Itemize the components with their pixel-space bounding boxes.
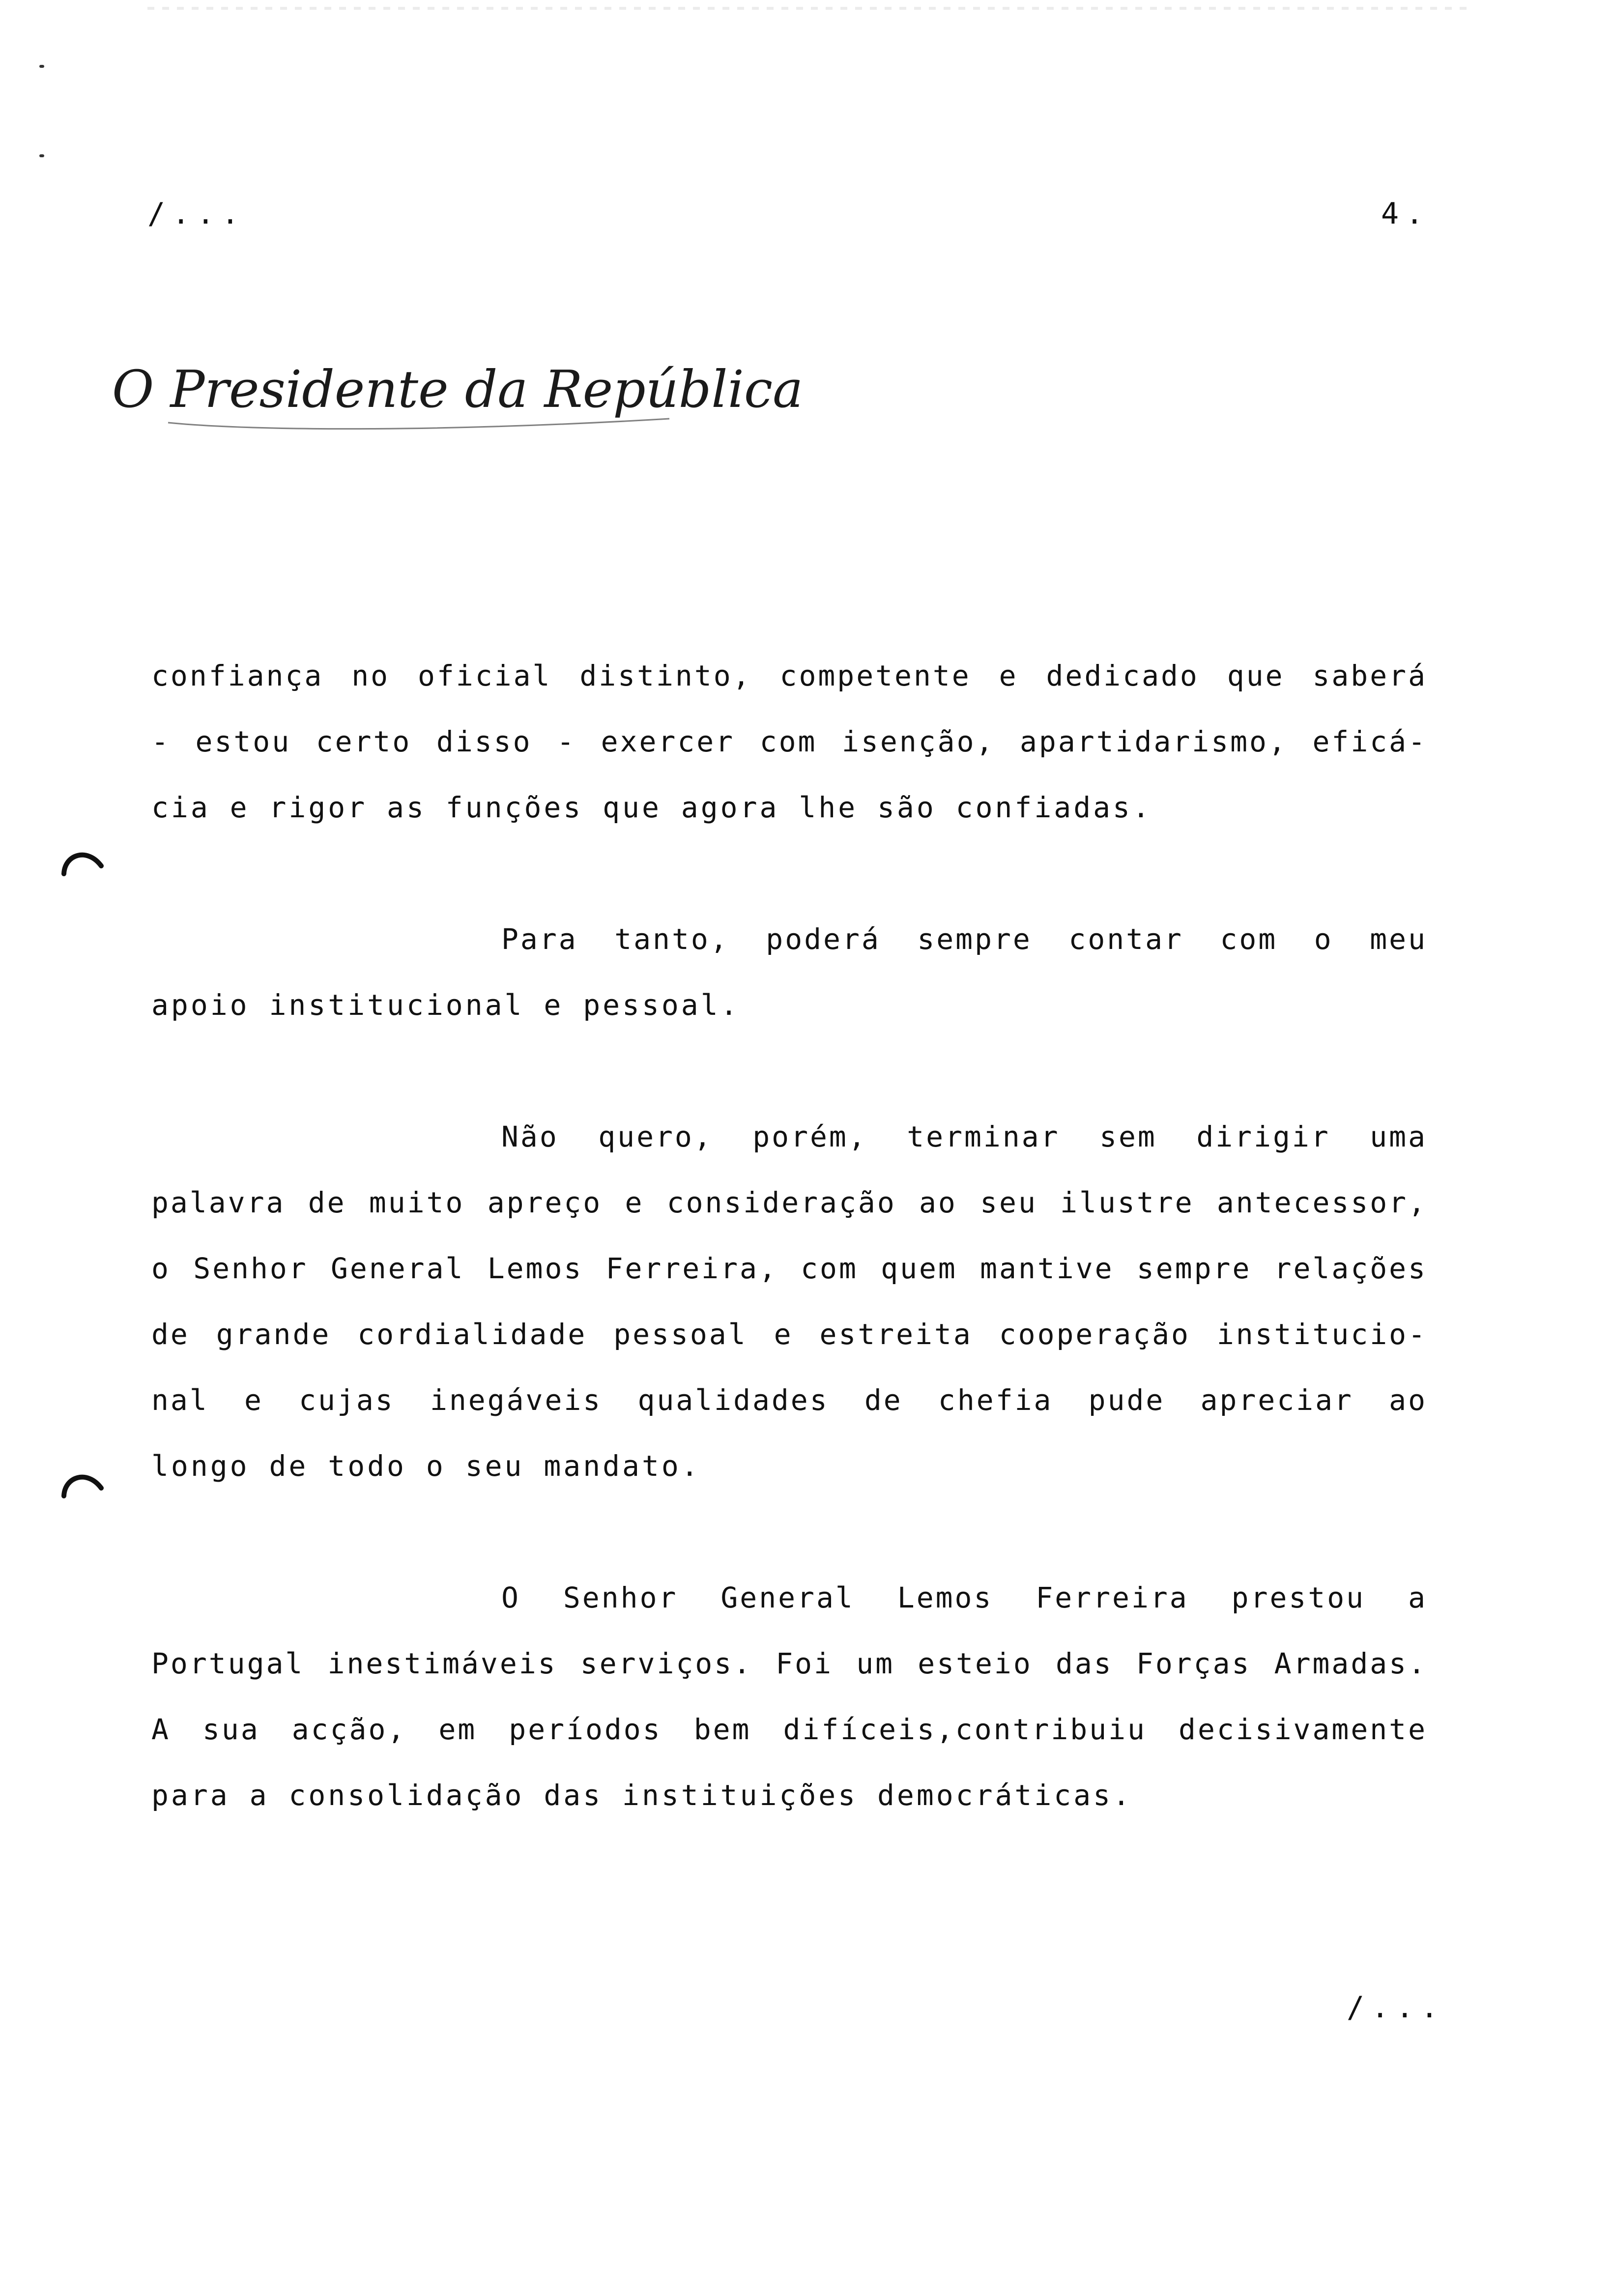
letterhead-script — [109, 349, 804, 447]
body-line: nal e cujas inegáveis qualidades de chefia pude apreciar ao — [151, 1383, 1427, 1417]
body-line: confiança no oficial distinto, competente e dedicado que saberá — [151, 659, 1427, 692]
body-line: O Senhor General Lemos Ferreira prestou a — [501, 1581, 1427, 1614]
body-line: de grande cordialidade pessoal e estreita cooperação institucio- — [151, 1318, 1427, 1351]
body-line: para a consolidação das instituições democráticas. — [151, 1779, 1132, 1812]
scan-artifact — [147, 7, 1474, 10]
page-number: 4. — [1381, 197, 1431, 231]
svg-text:O Presidente da República: O Presidente da República — [112, 359, 804, 419]
body-line: Não quero, porém, terminar sem dirigir uma — [501, 1120, 1427, 1153]
continuation-mark-top: /... — [147, 197, 246, 231]
body-line: palavra de muito apreço e consideração ao seu ilustre antecessor, — [151, 1186, 1427, 1219]
body-line: o Senhor General Lemos Ferreira, com quem mantive sempre relações — [151, 1252, 1427, 1285]
body-line: cia e rigor as funções que agora lhe são confiadas. — [151, 791, 1152, 824]
punch-hole-mark — [58, 844, 107, 879]
body-line: apoio institucional e pessoal. — [151, 988, 740, 1022]
body-line: Portugal inestimáveis serviços. Foi um esteio das Forças Armadas. — [151, 1647, 1427, 1680]
scan-mark — [39, 154, 44, 157]
body-line: - estou certo disso - exercer com isenção, apartidarismo, eficá- — [151, 725, 1427, 758]
body-line: longo de todo o seu mandato. — [151, 1449, 701, 1483]
scan-mark — [39, 65, 44, 68]
punch-hole-mark — [58, 1466, 107, 1501]
body-line: Para tanto, poderá sempre contar com o meu — [501, 922, 1427, 956]
body-line: A sua acção, em períodos bem difíceis,contribuiu decisivamente — [151, 1713, 1427, 1746]
continuation-mark-bottom: /... — [1347, 1990, 1445, 2025]
